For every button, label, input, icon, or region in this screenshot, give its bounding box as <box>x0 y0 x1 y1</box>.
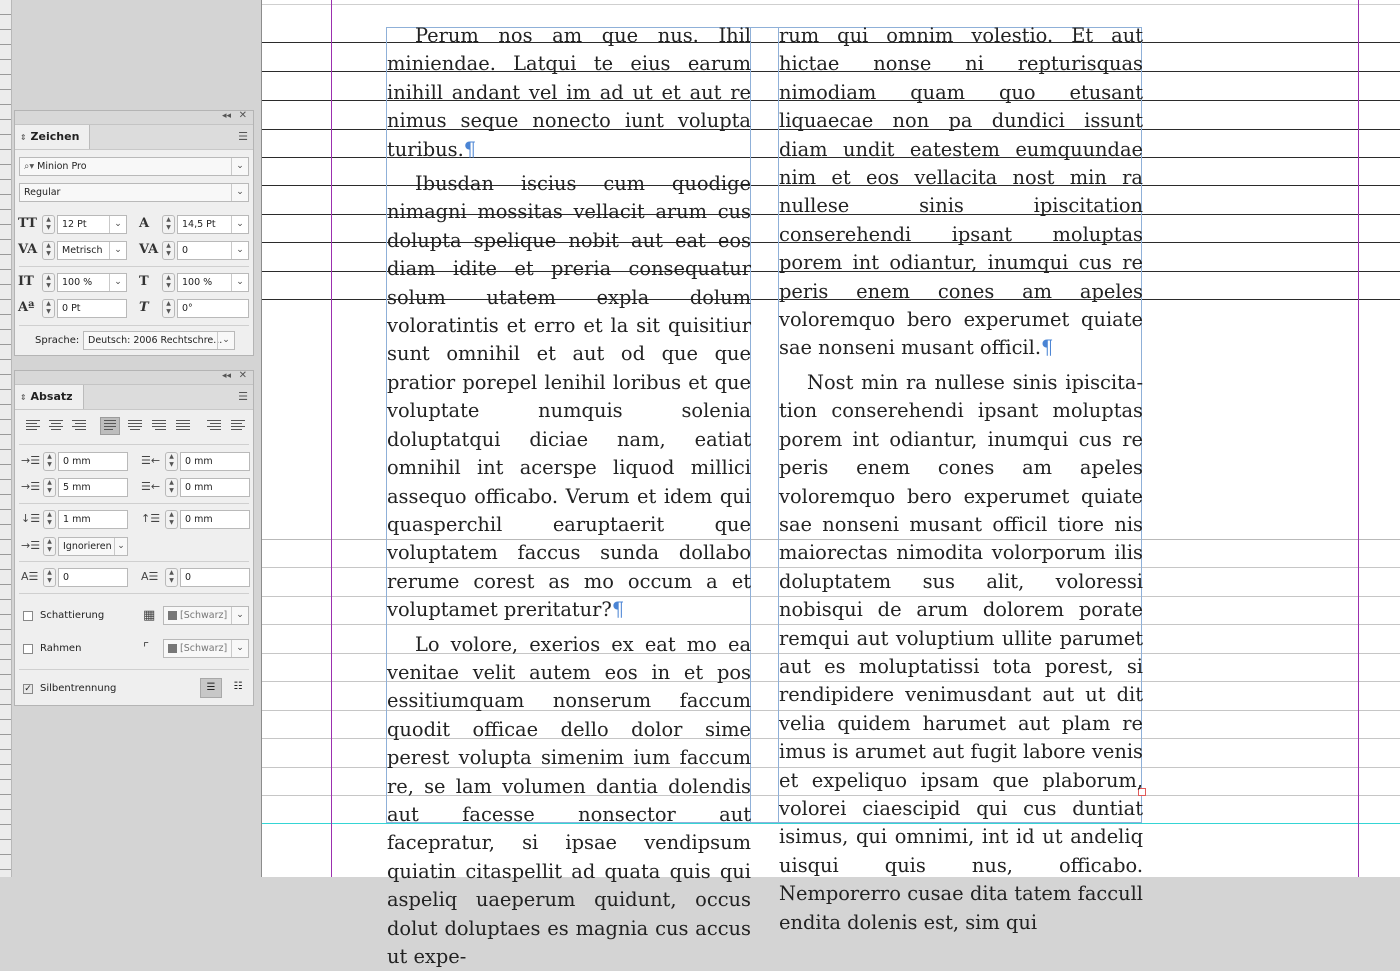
chevron-down-icon[interactable]: ⌄ <box>114 538 127 555</box>
font-size-spinner[interactable]: ▲ ▼ <box>42 215 55 234</box>
margin-guide-right <box>1358 0 1359 877</box>
language-select[interactable] <box>83 331 235 350</box>
leading-input[interactable]: 14,5 Pt ⌄ <box>177 215 249 234</box>
language-value: Deutsch: 2006 Rechtschre... <box>88 335 223 346</box>
document-canvas[interactable] <box>262 0 1400 968</box>
align-left-button[interactable] <box>23 418 43 436</box>
justify-left-button[interactable] <box>100 417 120 435</box>
align-to-grid-spinner[interactable]: ▲ ▼ <box>43 537 56 556</box>
space-before-spinner[interactable]: ▲ ▼ <box>43 510 56 529</box>
hyphenation-label: Silbentrennung <box>40 683 117 694</box>
first-line-indent-input[interactable]: 5 mm <box>58 478 128 497</box>
horizontal-scale-icon: T <box>139 274 149 289</box>
chevron-down-icon[interactable]: ⌄ <box>231 242 248 259</box>
paragraph-text: rum qui omnim volestio. Et aut hictae nonse ni repturisquas nimodiam quam quo etusant liquaecae non pa dundici issunt diam undit eatestem eumquundae nim et eos vellacita nost min ra nullese sinis ipiscitation conserehendi ipsant moluptas porem int odiantur, inumqui cus re peris enem cones am apeles voloremquo bero experumet quiate sae nonseni musant officil. <box>779 24 1143 360</box>
horizontal-scale-input[interactable]: 100 % ⌄ <box>177 273 249 292</box>
chevron-down-icon[interactable]: ⌄ <box>231 274 248 291</box>
absatz-panel <box>14 370 254 706</box>
space-after-input[interactable]: 0 mm <box>180 510 250 529</box>
drop-cap-chars-input[interactable]: 0 <box>180 568 250 587</box>
justify-right-button[interactable] <box>149 418 169 436</box>
left-indent-input[interactable]: 0 mm <box>58 452 128 471</box>
drop-cap-lines-icon: A☰ <box>21 570 39 583</box>
pilcrow-icon: ¶ <box>1041 336 1054 360</box>
tracking-icon: VA <box>139 242 159 257</box>
align-center-button[interactable] <box>46 418 66 436</box>
panel-titlebar[interactable] <box>15 371 253 385</box>
hyphenation-checkbox[interactable]: ✓ <box>24 684 32 694</box>
space-after-spinner[interactable]: ▲ ▼ <box>165 510 178 529</box>
chevron-down-icon[interactable]: ⌄ <box>217 332 234 349</box>
page-top-edge <box>262 4 1400 5</box>
border-label: Rahmen <box>40 643 82 654</box>
close-icon[interactable]: ✕ <box>238 110 247 121</box>
divider <box>19 503 249 504</box>
chevron-down-icon[interactable]: ⌄ <box>109 274 126 291</box>
baseline-shift-icon: Aª <box>18 300 35 315</box>
last-line-indent-spinner[interactable]: ▲ ▼ <box>165 478 178 497</box>
border-checkbox[interactable] <box>23 644 33 654</box>
divider <box>19 593 249 594</box>
chevron-down-icon[interactable]: ⌄ <box>231 607 248 624</box>
paragraph-text: Nost min ra nullese sinis ipiscitation conserehendi ipsant moluptas porem int odiantur, inumqui cus re peris enem cones am apeles voloremquo bero experumet quiate sae nonseni musant officil tiore nis maiorectas nimodita volorporum ilis doluptatem sus alit, voloressi nobisqui de arum dolorem porate remqui aut voluptium ullite parumet aut es moluptatissi tota porest, si rendipidere venimusdant aut ut dit velia quidem harumet aut plam re imus is arumet aut fugit labore venis et expeliquo ipsam que plaborum, volorei ciaescipid qui cus duntiat isimus, qui omnimi, int id ut andeliq uisqui quis nus, officabo. Nemporerro cusae dita tatem faccull endita dolenis est, sim qui <box>779 370 1143 934</box>
baseline-shift-spinner[interactable]: ▲ ▼ <box>42 299 55 318</box>
right-indent-input[interactable]: 0 mm <box>180 452 250 471</box>
align-away-spine-button[interactable] <box>228 418 248 436</box>
last-line-indent-icon: ☰← <box>141 480 161 493</box>
left-indent-icon: →☰ <box>21 454 41 467</box>
leading-spinner[interactable]: ▲ ▼ <box>162 215 175 234</box>
language-label: Sprache: <box>35 335 80 346</box>
text-column-1[interactable] <box>387 22 751 968</box>
right-indent-icon: ☰← <box>141 454 161 467</box>
chevron-down-icon[interactable]: ⌄ <box>231 216 248 233</box>
skew-input[interactable]: 0° <box>177 299 249 318</box>
last-line-indent-input[interactable]: 0 mm <box>180 478 250 497</box>
chevron-down-icon[interactable]: ⌄ <box>109 242 126 259</box>
paragraph[interactable] <box>779 22 1143 363</box>
paragraph-text: Lo volore, exerios ex eat mo ea venitae velit autem eos in et pos essitiumquam nonserum faccum quodit officae dello dolor sime perest volupta simenim ium faccum re, se lam volumen dantia dolendis aut facesse nonsector aut facepratur, si ipsae vendipsum quiatin citaspellit ad quata quis qui aspeliq uaeperum quidunt, occus dolut doluptaes es magnia cus accus ut expe- <box>387 632 751 968</box>
border-swatch-icon[interactable]: ⌜ <box>143 641 150 656</box>
align-right-button[interactable] <box>69 418 89 436</box>
space-after-icon: ↑☰ <box>141 512 161 525</box>
border-color-select[interactable]: [Schwarz] ⌄ <box>163 639 249 658</box>
single-line-composer-button[interactable]: ☰ <box>200 678 222 698</box>
vertical-ruler[interactable] <box>0 0 12 877</box>
divider <box>19 266 249 267</box>
skew-spinner[interactable]: ▲ ▼ <box>162 299 175 318</box>
chevron-down-icon[interactable]: ⌄ <box>231 640 248 657</box>
color-swatch <box>168 611 177 620</box>
divider <box>19 669 249 670</box>
paragraph[interactable] <box>387 22 751 164</box>
leading-icon: A <box>139 216 150 231</box>
paragraph[interactable] <box>387 170 751 625</box>
margin-guide-left <box>331 0 332 877</box>
panel-menu-icon[interactable]: ☰ <box>238 390 248 403</box>
chevron-down-icon[interactable]: ⌄ <box>231 184 248 201</box>
zeichen-panel <box>14 110 254 356</box>
paragraph[interactable] <box>779 369 1143 937</box>
font-size-icon: TT <box>18 216 37 231</box>
updown-icon: ⇕ <box>20 393 27 402</box>
tracking-input[interactable]: 0 ⌄ <box>177 241 249 260</box>
horizontal-scale-spinner[interactable]: ▲ ▼ <box>162 273 175 292</box>
chevron-down-icon[interactable]: ⌄ <box>231 158 248 175</box>
panel-tabbar <box>15 385 253 410</box>
shading-checkbox[interactable] <box>23 611 33 621</box>
font-size-input[interactable]: 12 Pt ⌄ <box>57 215 127 234</box>
chevron-down-icon[interactable]: ⌄ <box>109 216 126 233</box>
shading-label: Schattierung <box>40 610 105 621</box>
font-style-select[interactable] <box>19 183 249 202</box>
baseline-shift-input[interactable]: 0 Pt <box>57 299 127 318</box>
divider <box>19 444 249 445</box>
pilcrow-icon: ¶ <box>463 137 477 161</box>
align-towards-spine-button[interactable] <box>204 418 224 436</box>
first-line-indent-spinner[interactable]: ▲ ▼ <box>43 478 56 497</box>
vertical-scale-icon: IT <box>18 274 34 289</box>
kerning-spinner[interactable]: ▲ ▼ <box>42 241 55 260</box>
drop-cap-lines-input[interactable]: 0 <box>58 568 128 587</box>
justify-center-button[interactable] <box>125 418 145 436</box>
pilcrow-icon: ¶ <box>611 598 625 622</box>
first-line-indent-icon: →☰ <box>21 480 41 493</box>
space-before-icon: ↓☰ <box>21 512 41 525</box>
drop-cap-lines-spinner[interactable]: ▲ ▼ <box>43 568 56 587</box>
font-family-select[interactable] <box>19 157 249 176</box>
panel-titlebar[interactable] <box>15 111 253 125</box>
font-family-value: Minion Pro <box>37 161 87 172</box>
color-swatch <box>168 644 177 653</box>
drop-cap-chars-icon: A☰ <box>141 570 159 583</box>
text-column-2[interactable] <box>779 22 1143 934</box>
shading-swatch-icon[interactable]: ▦ <box>143 608 156 623</box>
align-to-grid-select[interactable]: Ignorieren ⌄ <box>58 537 128 556</box>
close-icon[interactable]: ✕ <box>238 370 247 381</box>
panel-menu-icon[interactable]: ☰ <box>238 130 248 143</box>
space-before-input[interactable]: 1 mm <box>58 510 128 529</box>
align-to-grid-icon: →☰ <box>21 539 41 552</box>
panel-tabbar <box>15 125 253 150</box>
collapse-icon[interactable]: ◂◂ <box>221 111 231 121</box>
tracking-spinner[interactable]: ▲ ▼ <box>162 241 175 260</box>
right-indent-spinner[interactable]: ▲ ▼ <box>165 452 178 471</box>
vertical-scale-input[interactable]: 100 % ⌄ <box>57 273 127 292</box>
font-style-value: Regular <box>24 187 61 198</box>
collapse-icon[interactable]: ◂◂ <box>221 371 231 381</box>
paragraph-text: Ibusdan iscius cum quodige nimagni mossitas vellacit arum cus dolupta spelique nobit aut eat eos diam idite et preria consequatur solum utatem expla dolum voloratintis et erro et la sit quisitiur sunt omnihil et aut od que que pratior porepel lenihil loribus et que voluptate numquis solenia doluptatqui diciae nam, eatiat omnihil int acerspe liquod millici assequo officabo. Verum et idem qui quasperchil earuptaerit que voluptatem faccus sunda dollabo rerume corest as mo occum a et voluptamet preritatur? <box>387 172 751 622</box>
kerning-icon: VA <box>18 242 38 257</box>
search-icon: ⌕▾ <box>24 161 35 172</box>
paragraph[interactable] <box>387 631 751 971</box>
tab-absatz[interactable]: ⇕ Absatz <box>15 385 84 409</box>
vertical-scale-spinner[interactable]: ▲ ▼ <box>42 273 55 292</box>
divider <box>19 561 249 562</box>
drop-cap-chars-spinner[interactable]: ▲ ▼ <box>165 568 178 587</box>
shading-color-select[interactable]: [Schwarz] ⌄ <box>163 606 249 625</box>
updown-icon: ⇕ <box>20 133 27 142</box>
left-indent-spinner[interactable]: ▲ ▼ <box>43 452 56 471</box>
divider <box>19 325 249 326</box>
tab-zeichen[interactable]: ⇕ Zeichen <box>15 125 90 149</box>
kerning-input[interactable]: Metrisch ⌄ <box>57 241 127 260</box>
paragraph-text: Perum nos am que nus. Ihil miniendae. Latqui te eius earum inihill andant vel im ad ut et aut re nimus seque nonecto iunt volupta turibus. <box>387 24 751 161</box>
skew-icon: T <box>139 300 149 315</box>
paragraph-composer-button[interactable]: ☷ <box>233 681 243 692</box>
justify-all-button[interactable] <box>173 418 193 436</box>
